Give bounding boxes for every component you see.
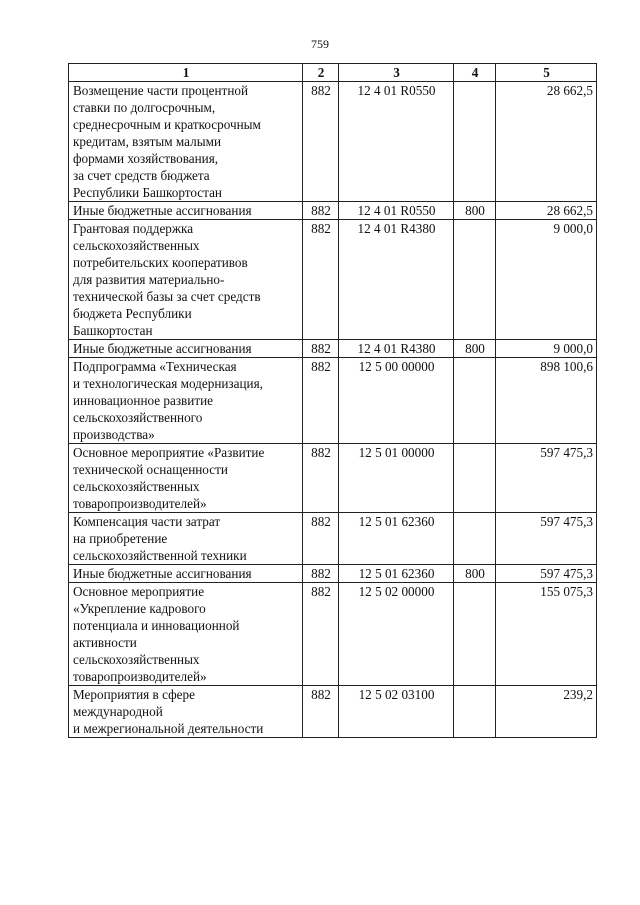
row-ministry: 882 [303,82,339,202]
row-type [454,358,496,444]
row-name: Мероприятия в сфере международной и межрегиональной деятельности [73,687,264,736]
row-name-cell [69,583,303,686]
row-ministry: 882 [303,358,339,444]
row-name-cell [69,202,303,220]
row-type [454,82,496,202]
row-name: Основное мероприятие «Укрепление кадрового потенциала и инновационной активности сельскохозяйственных товаропроизводителей» [73,584,240,684]
row-amount: 597 475,3 [496,565,597,583]
row-type [454,444,496,513]
table-row [69,686,597,738]
row-ministry: 882 [303,513,339,565]
row-code: 12 5 02 03100 [339,686,454,738]
row-ministry: 882 [303,340,339,358]
row-code: 12 5 01 62360 [339,565,454,583]
row-ministry: 882 [303,202,339,220]
table-row [69,444,597,513]
row-type [454,513,496,565]
row-amount: 28 662,5 [496,82,597,202]
row-code: 12 5 00 00000 [339,358,454,444]
row-type [454,686,496,738]
row-name-cell [69,358,303,444]
row-code: 12 4 01 R0550 [339,202,454,220]
row-name: Возмещение части процентной ставки по долгосрочным, среднесрочным и краткосрочным кредитам, взятым малыми формами хозяйствования, за счет средств бюджета Республики Башкортостан [73,83,261,200]
row-name: Основное мероприятие «Развитие технической оснащенности сельскохозяйственных товаропроизводителей» [73,445,265,511]
row-amount: 155 075,3 [496,583,597,686]
row-name: Иные бюджетные ассигнования [73,341,252,356]
row-code: 12 5 01 62360 [339,513,454,565]
row-amount: 597 475,3 [496,513,597,565]
row-name-cell [69,686,303,738]
row-amount: 28 662,5 [496,202,597,220]
row-amount: 597 475,3 [496,444,597,513]
row-name-cell [69,565,303,583]
table-row [69,358,597,444]
row-name-cell [69,513,303,565]
header-col-5: 5 [496,64,597,82]
row-type: 800 [454,202,496,220]
table-row [69,220,597,340]
row-name: Грантовая поддержка сельскохозяйственных потребительских кооперативов для развития материально- технической базы за счет средств бюджета Республики Башкортостан [73,221,261,338]
row-name-cell [69,444,303,513]
row-name: Иные бюджетные ассигнования [73,566,252,581]
page-number: 759 [311,37,329,51]
row-amount: 9 000,0 [496,220,597,340]
row-name: Иные бюджетные ассигнования [73,203,252,218]
table-row [69,82,597,202]
table-row [69,340,597,358]
row-ministry: 882 [303,220,339,340]
row-name-cell [69,82,303,202]
row-name-cell [69,340,303,358]
row-code: 12 5 01 00000 [339,444,454,513]
row-code: 12 4 01 R0550 [339,82,454,202]
header-col-2: 2 [303,64,339,82]
row-name: Компенсация части затрат на приобретение сельскохозяйственной техники [73,514,247,563]
table-row [69,565,597,583]
row-name: Подпрограмма «Техническая и технологическая модернизация, инновационное развитие сельскохозяйственного производства» [73,359,263,442]
header-col-3: 3 [339,64,454,82]
budget-table [68,63,597,738]
table-row [69,513,597,565]
header-col-4: 4 [454,64,496,82]
row-type [454,583,496,686]
table-row [69,202,597,220]
row-ministry: 882 [303,565,339,583]
header-col-1: 1 [69,64,303,82]
row-code: 12 5 02 00000 [339,583,454,686]
row-type [454,220,496,340]
table-row [69,583,597,686]
row-code: 12 4 01 R4380 [339,220,454,340]
row-ministry: 882 [303,583,339,686]
row-code: 12 4 01 R4380 [339,340,454,358]
row-type: 800 [454,565,496,583]
row-type: 800 [454,340,496,358]
row-amount: 239,2 [496,686,597,738]
row-amount: 898 100,6 [496,358,597,444]
row-ministry: 882 [303,686,339,738]
header-row [69,64,597,82]
row-amount: 9 000,0 [496,340,597,358]
row-name-cell [69,220,303,340]
row-ministry: 882 [303,444,339,513]
